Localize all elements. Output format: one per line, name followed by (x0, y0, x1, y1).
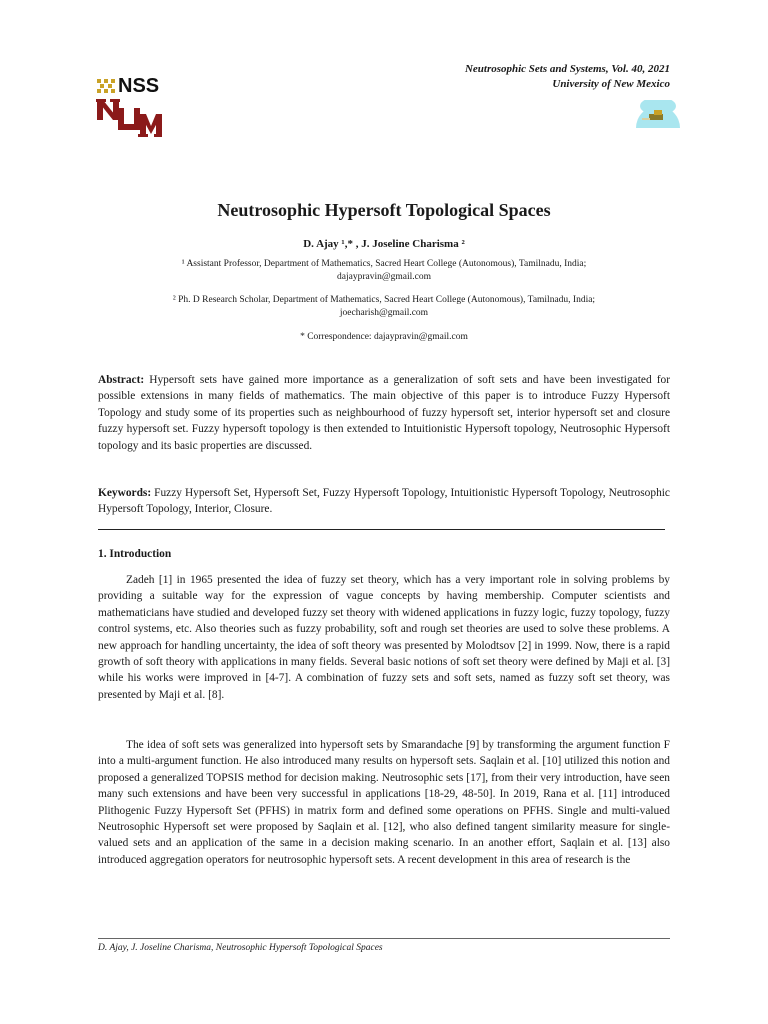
affiliation-2 (0, 294, 768, 320)
keywords (98, 485, 670, 518)
affiliation-2-text: ² Ph. D Research Scholar, Department of Mathematics, Sacred Heart College (Autonomous), Tamilnadu, India; (172, 295, 596, 305)
keywords-label: Keywords: (98, 487, 152, 499)
keywords-text: Fuzzy Hypersoft Set, Hypersoft Set, Fuzzy Hypersoft Topology, Intuitionistic Hypersoft Topology, Neutrosophic Hypersoft Topology, Interior, Closure. (98, 487, 670, 516)
affiliation-1-text: ¹ Assistant Professor, Department of Mathematics, Sacred Heart College (Autonomous), Tamilnadu, India; (181, 259, 587, 269)
footer-divider (98, 938, 670, 939)
abstract-label: Abstract: (98, 374, 145, 386)
affiliation-1 (0, 258, 768, 284)
correspondence-line: * Correspondence: dajaypravin@gmail.com (300, 332, 468, 342)
introduction-paragraph-1: Zadeh [1] in 1965 presented the idea of fuzzy set theory, which has a very important role in solving problems by providing a suitable way for the expression of vague concepts by having membership. Computer scientists and mathematicians have studied and developed fuzzy set theory with widened applications in fuzzy logic, fuzzy topology, fuzzy control systems, etc. Also theories such as fuzzy probability, soft and rough set theories are used to solve these problems. A new approach for handling uncertainty, the idea of soft theory was presented by Molodtsov [2] in 1999. Now, there is a rapid growth of soft theory with applications in many fields. Several basic notions of soft set theory were defined by Maji et al. [3] while his works were improved in [4-7]. A combination of fuzzy sets and soft sets, named as fuzzy soft set theory, was presented by Maji et al. [8]. (98, 574, 670, 701)
paper-authors: D. Ajay ¹,* , J. Joseline Charisma ² (303, 238, 465, 250)
nss-logo-text: NSS (118, 75, 160, 97)
journal-header (465, 62, 670, 92)
nss-emblem-icon (96, 78, 116, 94)
abstract (98, 372, 670, 454)
section-divider (98, 529, 665, 530)
paper-title: Neutrosophic Hypersoft Topological Spaces (217, 200, 551, 220)
journal-institution: University of New Mexico (552, 78, 670, 90)
journal-corner-badge-icon (636, 100, 680, 128)
abstract-text: Hypersoft sets have gained more importance as a generalization of soft sets and have been investigated for possible extensions in many fields of mathematics. The main objective of this paper is to introduce Fuzzy Hypersoft Topology and study some of its properties such as neighbourhood of fuzzy hypersoft set, interior hypersoft set and closure fuzzy hypersoft set. Fuzzy hypersoft topology is then extended to Intuitionistic Hypersoft topology, Neutrosophic Hypersoft topology and its basic properties are discussed. (98, 374, 670, 452)
affiliation-1-email: dajaypravin@gmail.com (337, 272, 431, 282)
affiliation-2-email: joecharish@gmail.com (339, 308, 429, 318)
introduction-paragraph-2: The idea of soft sets was generalized into hypersoft sets by Smarandache [9] by transforming the argument function F into a multi-argument function. He also introduced many results on hypersoft sets. Saqlain et al. [10] utilized this notion and proposed a generalized TOPSIS method for decision making. Neutrosophic sets [17], from their very introduction, have seen many such extensions and have been very successful in applications [18-29, 48-50]. In 2019, Rana et al. [11] introduced Plithogenic Fuzzy Hypersoft Set (PFHS) in matrix form and defined some operations on PFHS. Single and multi-valued Neutrosophic Hypersoft set were proposed by Saqlain et al. [12], who also defined tangent similarity measure for single-valued sets and an application of the same in a decision making scenario. In an another effort, Saqlain et al. [13] also introduced aggregation operators for neutrosophic hypersoft sets. A recent development in this area of research is the (98, 739, 670, 866)
journal-citation: Neutrosophic Sets and Systems, Vol. 40, 2021 (464, 63, 670, 75)
running-footer: D. Ajay, J. Joseline Charisma, Neutrosophic Hypersoft Topological Spaces (98, 943, 383, 953)
introduction-heading: 1. Introduction (98, 548, 172, 560)
nss-unm-logo (96, 76, 168, 138)
unm-logo-icon (96, 98, 162, 138)
